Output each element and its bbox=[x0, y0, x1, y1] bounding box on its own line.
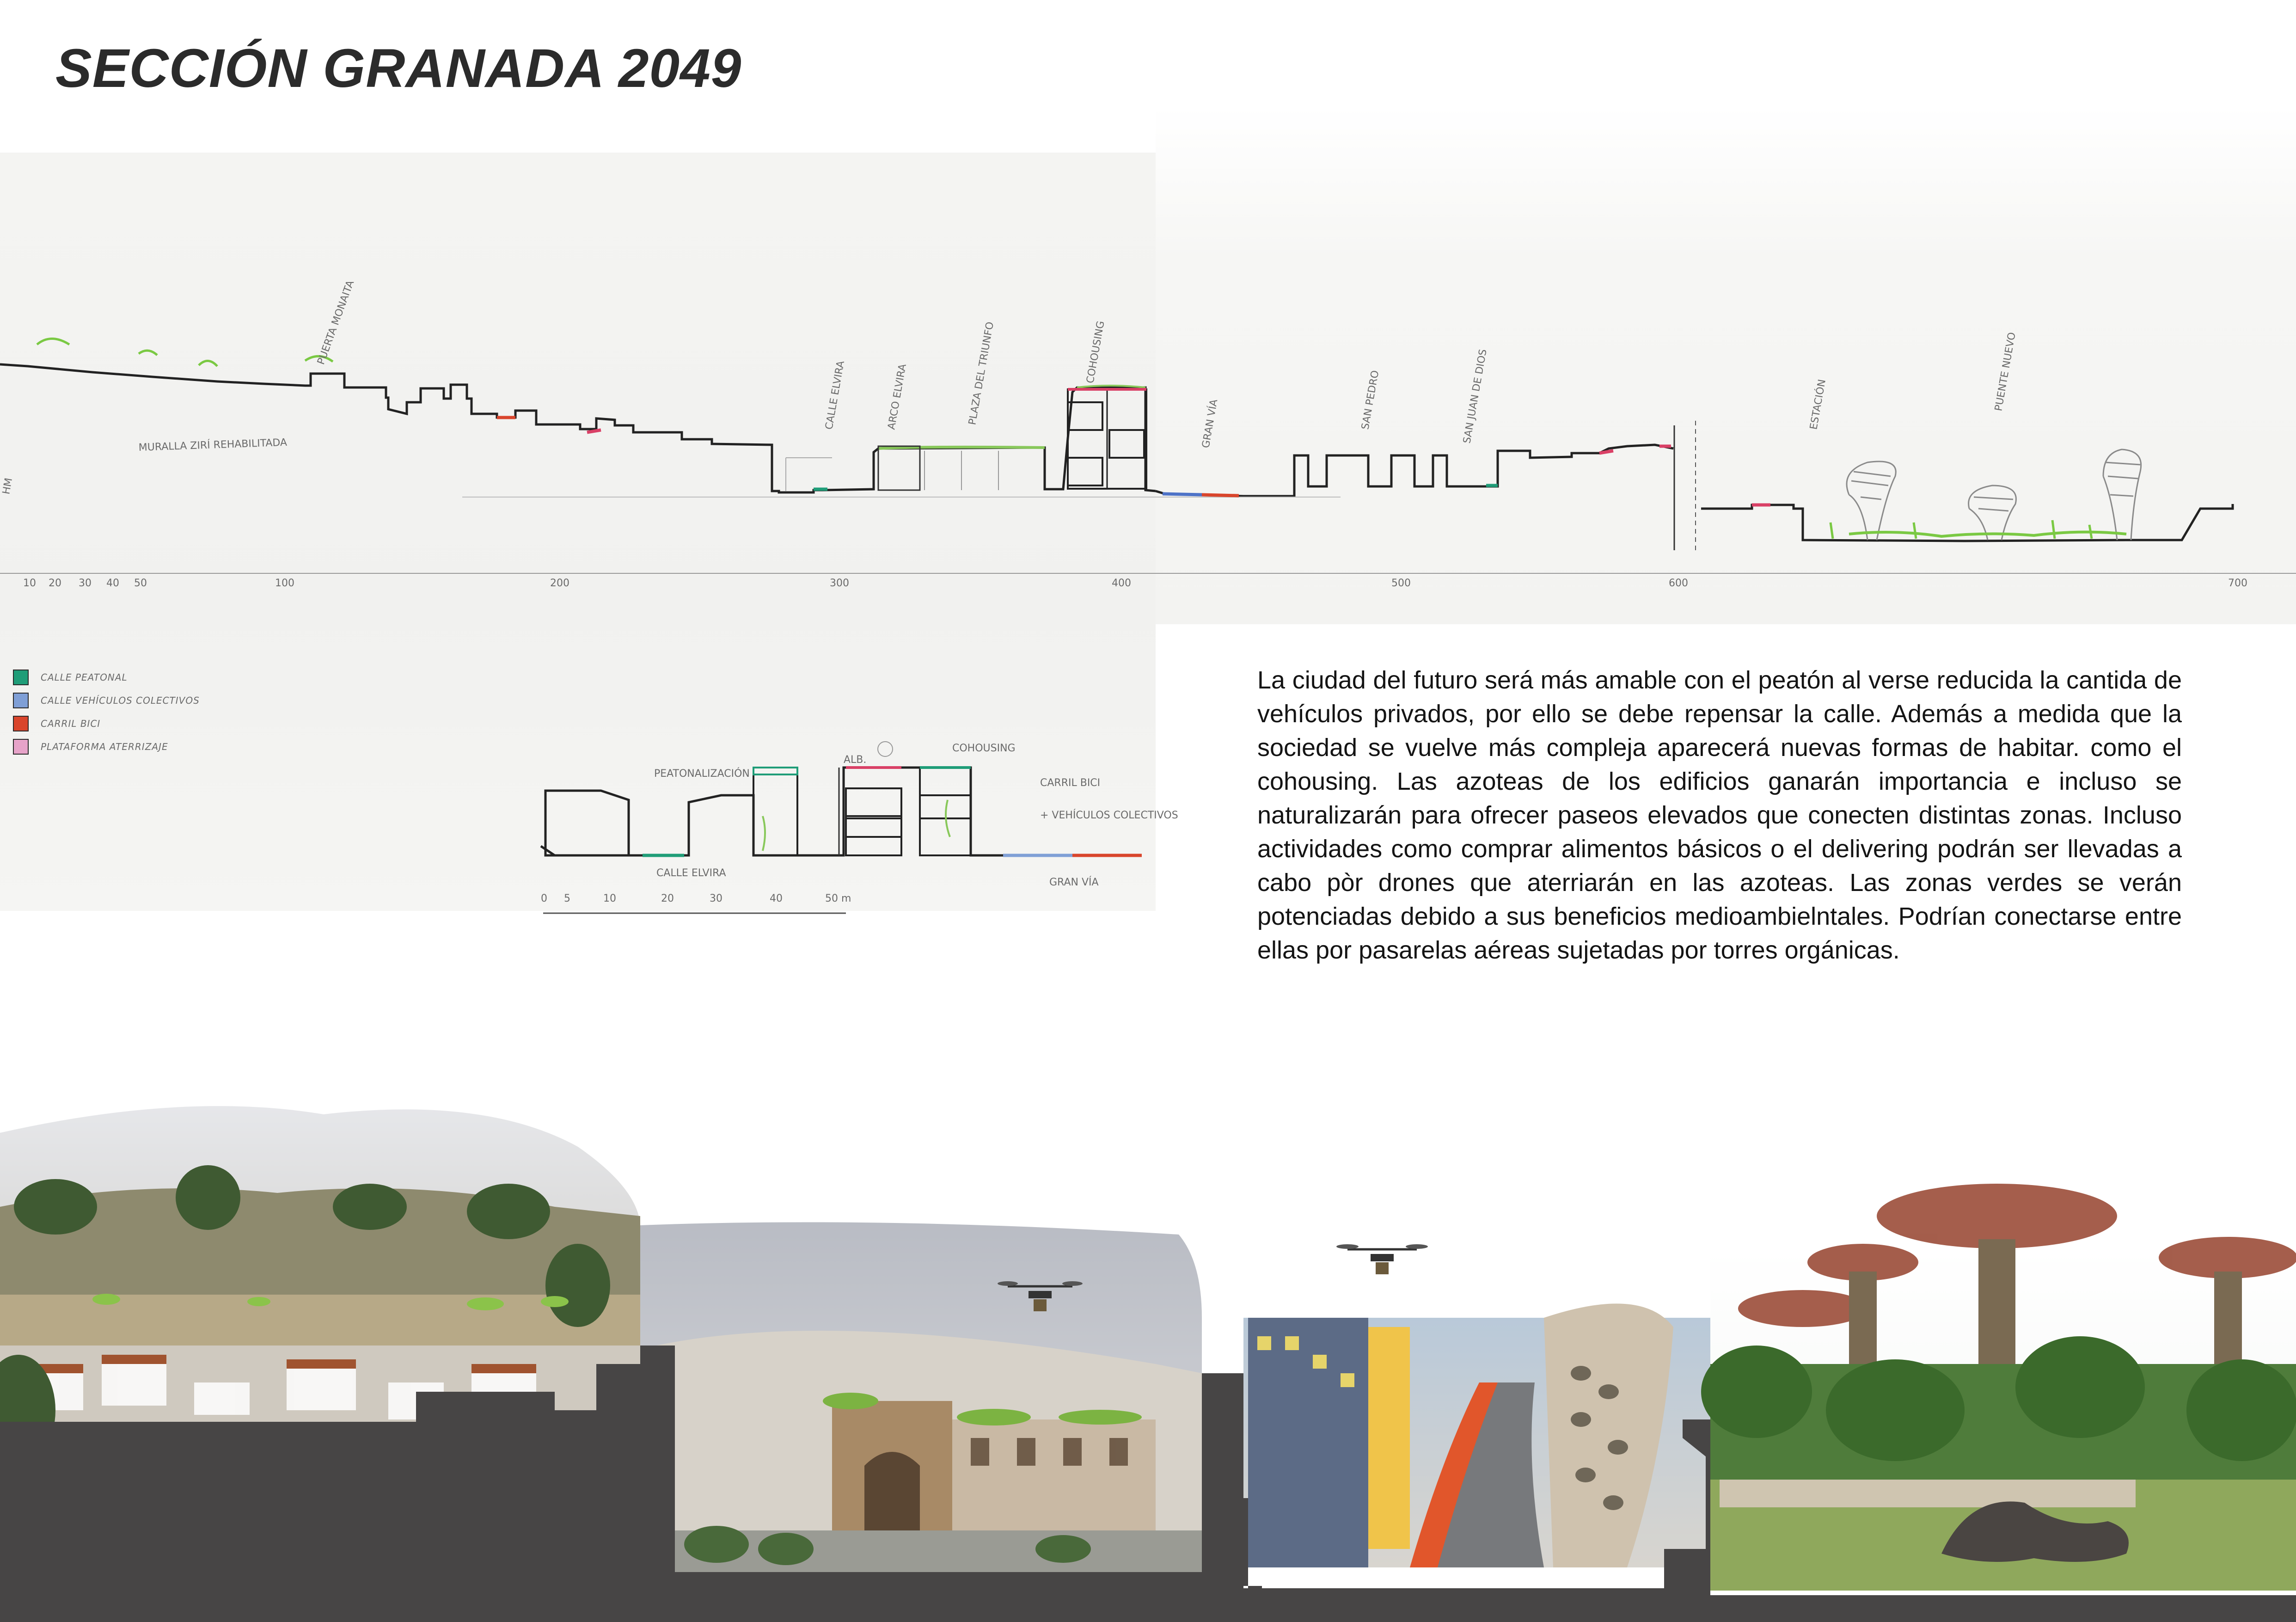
legend-item bbox=[13, 735, 253, 758]
legend-item bbox=[13, 689, 253, 712]
scale-main bbox=[23, 578, 2247, 589]
scale-tick: 20 bbox=[49, 578, 61, 589]
legend-swatch-peatonal bbox=[13, 670, 29, 685]
legend-label: CARRIL BICI bbox=[41, 718, 101, 729]
scale-tick: 700 bbox=[2228, 578, 2247, 589]
scale-tick: 50 bbox=[134, 578, 147, 589]
label-plaza-triunfo: PLAZA DEL TRIUNFO bbox=[967, 321, 997, 426]
label-hm: HM bbox=[0, 477, 15, 496]
label-puerta-monaita: PUERTA MONAITA bbox=[315, 279, 357, 367]
legend-label: PLATAFORMA ATERRIZAJE bbox=[41, 741, 168, 752]
scale-tick: 5 bbox=[564, 893, 570, 904]
legend bbox=[13, 666, 253, 758]
label-peatonalizacion: PEATONALIZACIÓN bbox=[654, 768, 750, 780]
label-estacion: ESTACIÓN bbox=[1808, 378, 1828, 431]
photo-montage bbox=[0, 1087, 2296, 1622]
legend-item bbox=[13, 666, 253, 689]
photo-arco-elvira bbox=[640, 1222, 1202, 1572]
photo-gran-via bbox=[1243, 1303, 1729, 1567]
scale-tick: 300 bbox=[830, 578, 849, 589]
photo-supertrees bbox=[1701, 1184, 2296, 1591]
scale-tick: 30 bbox=[79, 578, 92, 589]
sun-icon bbox=[878, 742, 893, 756]
label-muralla: MURALLA ZIRÍ REHABILITADA bbox=[138, 436, 288, 454]
scale-tick: 600 bbox=[1669, 578, 1688, 589]
legend-label: CALLE VEHÍCULOS COLECTIVOS bbox=[41, 695, 200, 706]
scale-tick: 0 bbox=[541, 893, 547, 904]
description-box bbox=[1197, 627, 2240, 1020]
scale-tick: 100 bbox=[275, 578, 294, 589]
label-cohousing-detail: COHOUSING bbox=[952, 743, 1016, 754]
label-calle-elvira: CALLE ELVIRA bbox=[823, 360, 847, 431]
scale-tick: 40 bbox=[770, 893, 783, 904]
scale-tick: 30 bbox=[710, 893, 722, 904]
scale-tick: 20 bbox=[661, 893, 674, 904]
label-vehiculos: + VEHÍCULOS COLECTIVOS bbox=[1040, 810, 1178, 821]
scale-tick: 10 bbox=[603, 893, 616, 904]
label-albergue: ALB. bbox=[844, 754, 867, 766]
label-carril-bici: CARRIL BICI bbox=[1040, 777, 1101, 789]
scale-tick: 10 bbox=[23, 578, 36, 589]
supertree-3 bbox=[2103, 449, 2141, 540]
label-san-pedro: SAN PEDRO bbox=[1359, 369, 1382, 431]
legend-label: CALLE PEATONAL bbox=[41, 672, 128, 683]
legend-swatch-vehiculos bbox=[13, 693, 29, 708]
supertree-1 bbox=[1847, 461, 1896, 540]
detail-cohousing bbox=[846, 768, 971, 855]
legend-swatch-bici bbox=[13, 716, 29, 731]
scale-tick: 50 m bbox=[825, 893, 851, 904]
label-cohousing: COHOUSING bbox=[1084, 320, 1107, 385]
label-gran-via-detail: GRAN VÍA bbox=[1049, 877, 1099, 888]
label-calle-elvira-detail: CALLE ELVIRA bbox=[656, 867, 726, 879]
scale-tick: 200 bbox=[550, 578, 569, 589]
page-title: SECCIÓN GRANADA 2049 bbox=[55, 38, 742, 99]
label-puente-nuevo: PUENTE NUEVO bbox=[1993, 331, 2018, 412]
legend-item bbox=[13, 712, 253, 735]
scale-tick: 40 bbox=[106, 578, 119, 589]
label-arco-elvira: ARCO ELVIRA bbox=[886, 363, 909, 431]
description-text: La ciudad del futuro será más amable con el peatón al verse reducida la cantida de vehículos privados, por ello se debe repensar la calle. Además a medida que la sociedad se vuelve más compleja aparecerá nuevas formas de habitar. como el cohousing. Las azoteas de los edificios ganarán importancia e incluso se naturalizarán para ofrecer paseos elevados que conecten distintas zonas. Incluso actividades como comprar alimentos básicos o el delivering podrán ser llevadas a cabo pòr drones que aterriarán en las azoteas. Las zonas verdes se verán potenciadas debido a sus beneficios medioambielntales. Podrían conectarse entre ellas por pasarelas aéreas sujetadas por torres orgánicas. bbox=[1257, 666, 2182, 964]
scale-tick: 500 bbox=[1391, 578, 1411, 589]
label-gran-via: GRAN VÍA bbox=[1200, 398, 1220, 449]
legend-swatch-plataforma bbox=[13, 739, 29, 755]
drone-icon bbox=[1336, 1244, 1428, 1274]
label-san-juan: SAN JUAN DE DIOS bbox=[1461, 348, 1489, 445]
supertree-2 bbox=[1969, 485, 2016, 540]
section-profile-right bbox=[1156, 445, 1673, 496]
scale-tick: 400 bbox=[1112, 578, 1131, 589]
scale-detail bbox=[541, 893, 851, 904]
